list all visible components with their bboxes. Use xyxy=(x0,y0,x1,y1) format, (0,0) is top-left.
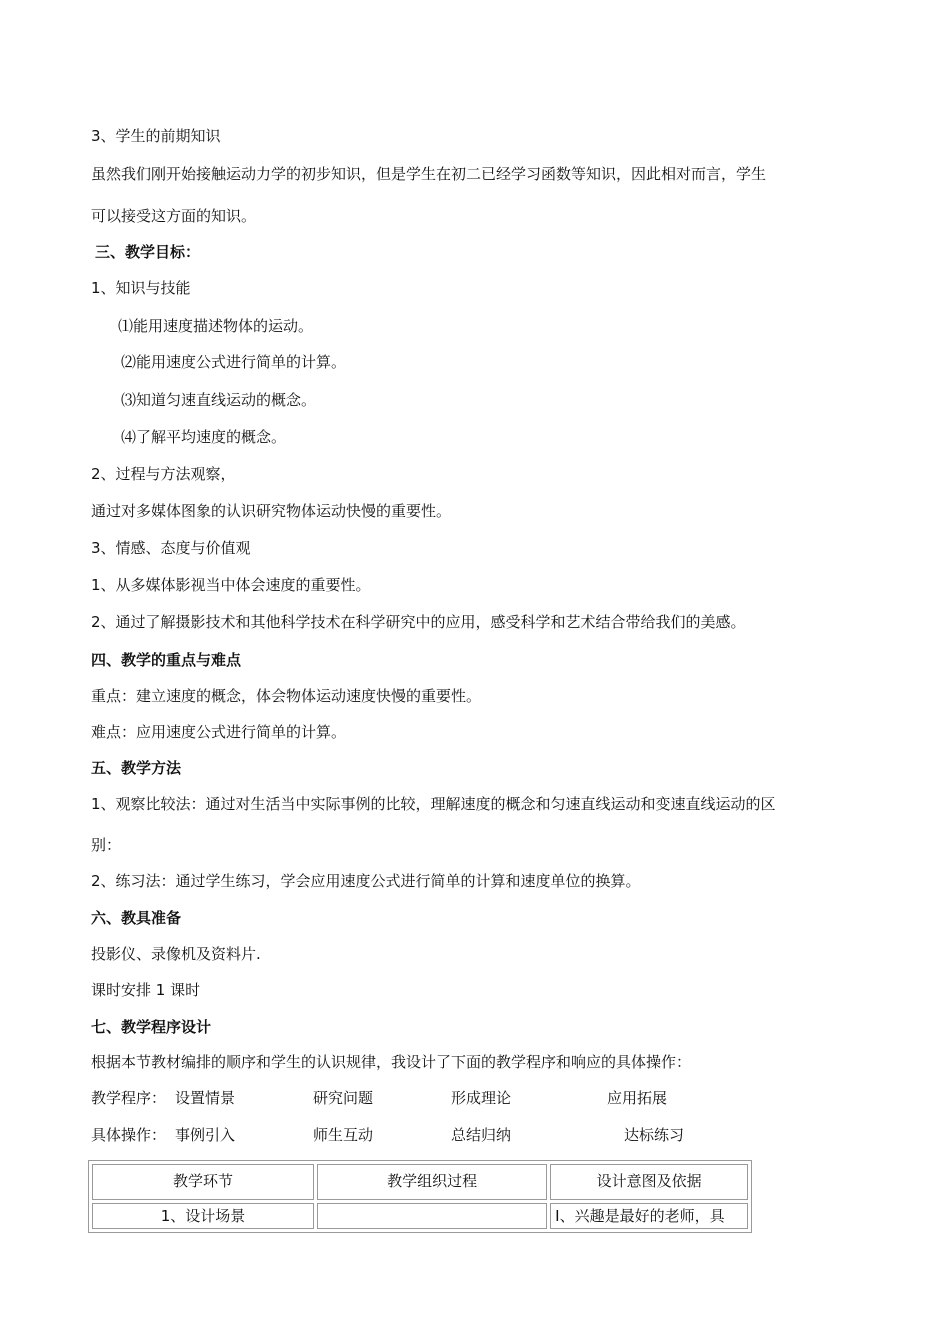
process-methods-text: 通过对多媒体图象的认识研究物体运动快慢的重要性。 xyxy=(91,502,452,520)
design-text: 根据本节教材编排的顺序和学生的认识规律，我设计了下面的教学程序和响应的具体操作： xyxy=(91,1053,692,1071)
knowledge-skills-subheading: 1、知识与技能 xyxy=(91,279,191,297)
method-1-paragraph-1: 1、观察比较法：通过对生活当中实际事例的比较，理解速度的概念和匀速直线运动和变速直线运动的区 xyxy=(91,795,776,813)
objective-item-3: ⑶知道匀速直线运动的概念。 xyxy=(121,391,317,409)
table-row xyxy=(92,1203,748,1229)
prior-knowledge-heading: 3、学生的前期知识 xyxy=(91,127,221,145)
prior-knowledge-paragraph-2: 可以接受这方面的知识。 xyxy=(91,207,257,225)
key-points-heading: 四、教学的重点与难点 xyxy=(91,651,242,669)
program-step-1: 设置情景 xyxy=(175,1089,236,1107)
table-cell-process xyxy=(317,1203,547,1229)
program-row xyxy=(91,1088,791,1108)
method-1-paragraph-2: 别： xyxy=(91,836,122,854)
program-step-2: 研究问题 xyxy=(313,1089,374,1107)
prior-knowledge-paragraph-1: 虽然我们刚开始接触运动力学的初步知识，但是学生在初二已经学习函数等知识，因此相对而言，学生 xyxy=(91,165,767,183)
program-step-4: 应用拓展 xyxy=(607,1089,668,1107)
operation-step-1: 事例引入 xyxy=(175,1126,236,1144)
table-cell-intent: Ⅰ、兴趣是最好的老师，具 xyxy=(550,1203,748,1229)
key-point-text: 重点：建立速度的概念，体会物体运动速度快慢的重要性。 xyxy=(91,687,482,705)
lesson-plan-table xyxy=(88,1160,752,1233)
objective-item-2: ⑵能用速度公式进行简单的计算。 xyxy=(121,353,347,371)
operation-label: 具体操作： xyxy=(91,1126,167,1144)
table-header-process: 教学组织过程 xyxy=(317,1164,547,1200)
objectives-heading: 三、教学目标： xyxy=(95,243,201,261)
design-heading: 七、教学程序设计 xyxy=(91,1018,212,1036)
tools-heading: 六、教具准备 xyxy=(91,909,182,927)
emotion-values-subheading: 3、情感、态度与价值观 xyxy=(91,539,251,557)
tools-text: 投影仪、录像机及资料片. xyxy=(91,945,261,963)
table-header-intent: 设计意图及依据 xyxy=(550,1164,748,1200)
objective-item-1: ⑴能用速度描述物体的运动。 xyxy=(118,317,314,335)
operation-step-4: 达标练习 xyxy=(624,1126,685,1144)
difficulty-text: 难点：应用速度公式进行简单的计算。 xyxy=(91,723,347,741)
operation-step-3: 总结归纳 xyxy=(451,1126,512,1144)
table-cell-stage: 1、设计场景 xyxy=(92,1203,314,1229)
schedule-text: 课时安排 1 课时 xyxy=(91,981,201,999)
program-step-3: 形成理论 xyxy=(451,1089,512,1107)
program-label: 教学程序： xyxy=(91,1089,167,1107)
table-header-row xyxy=(92,1164,748,1200)
emotion-item-1: 1、从多媒体影视当中体会速度的重要性。 xyxy=(91,576,371,594)
methods-heading: 五、教学方法 xyxy=(91,759,182,777)
table-header-stage: 教学环节 xyxy=(92,1164,314,1200)
method-2-text: 2、练习法：通过学生练习，学会应用速度公式进行简单的计算和速度单位的换算。 xyxy=(91,872,641,890)
process-methods-subheading: 2、过程与方法观察， xyxy=(91,465,236,483)
operation-row xyxy=(91,1125,791,1145)
operation-step-2: 师生互动 xyxy=(313,1126,374,1144)
emotion-item-2: 2、通过了解摄影技术和其他科学技术在科学研究中的应用，感受科学和艺术结合带给我们的美感。 xyxy=(91,613,746,631)
objective-item-4: ⑷了解平均速度的概念。 xyxy=(121,428,287,446)
